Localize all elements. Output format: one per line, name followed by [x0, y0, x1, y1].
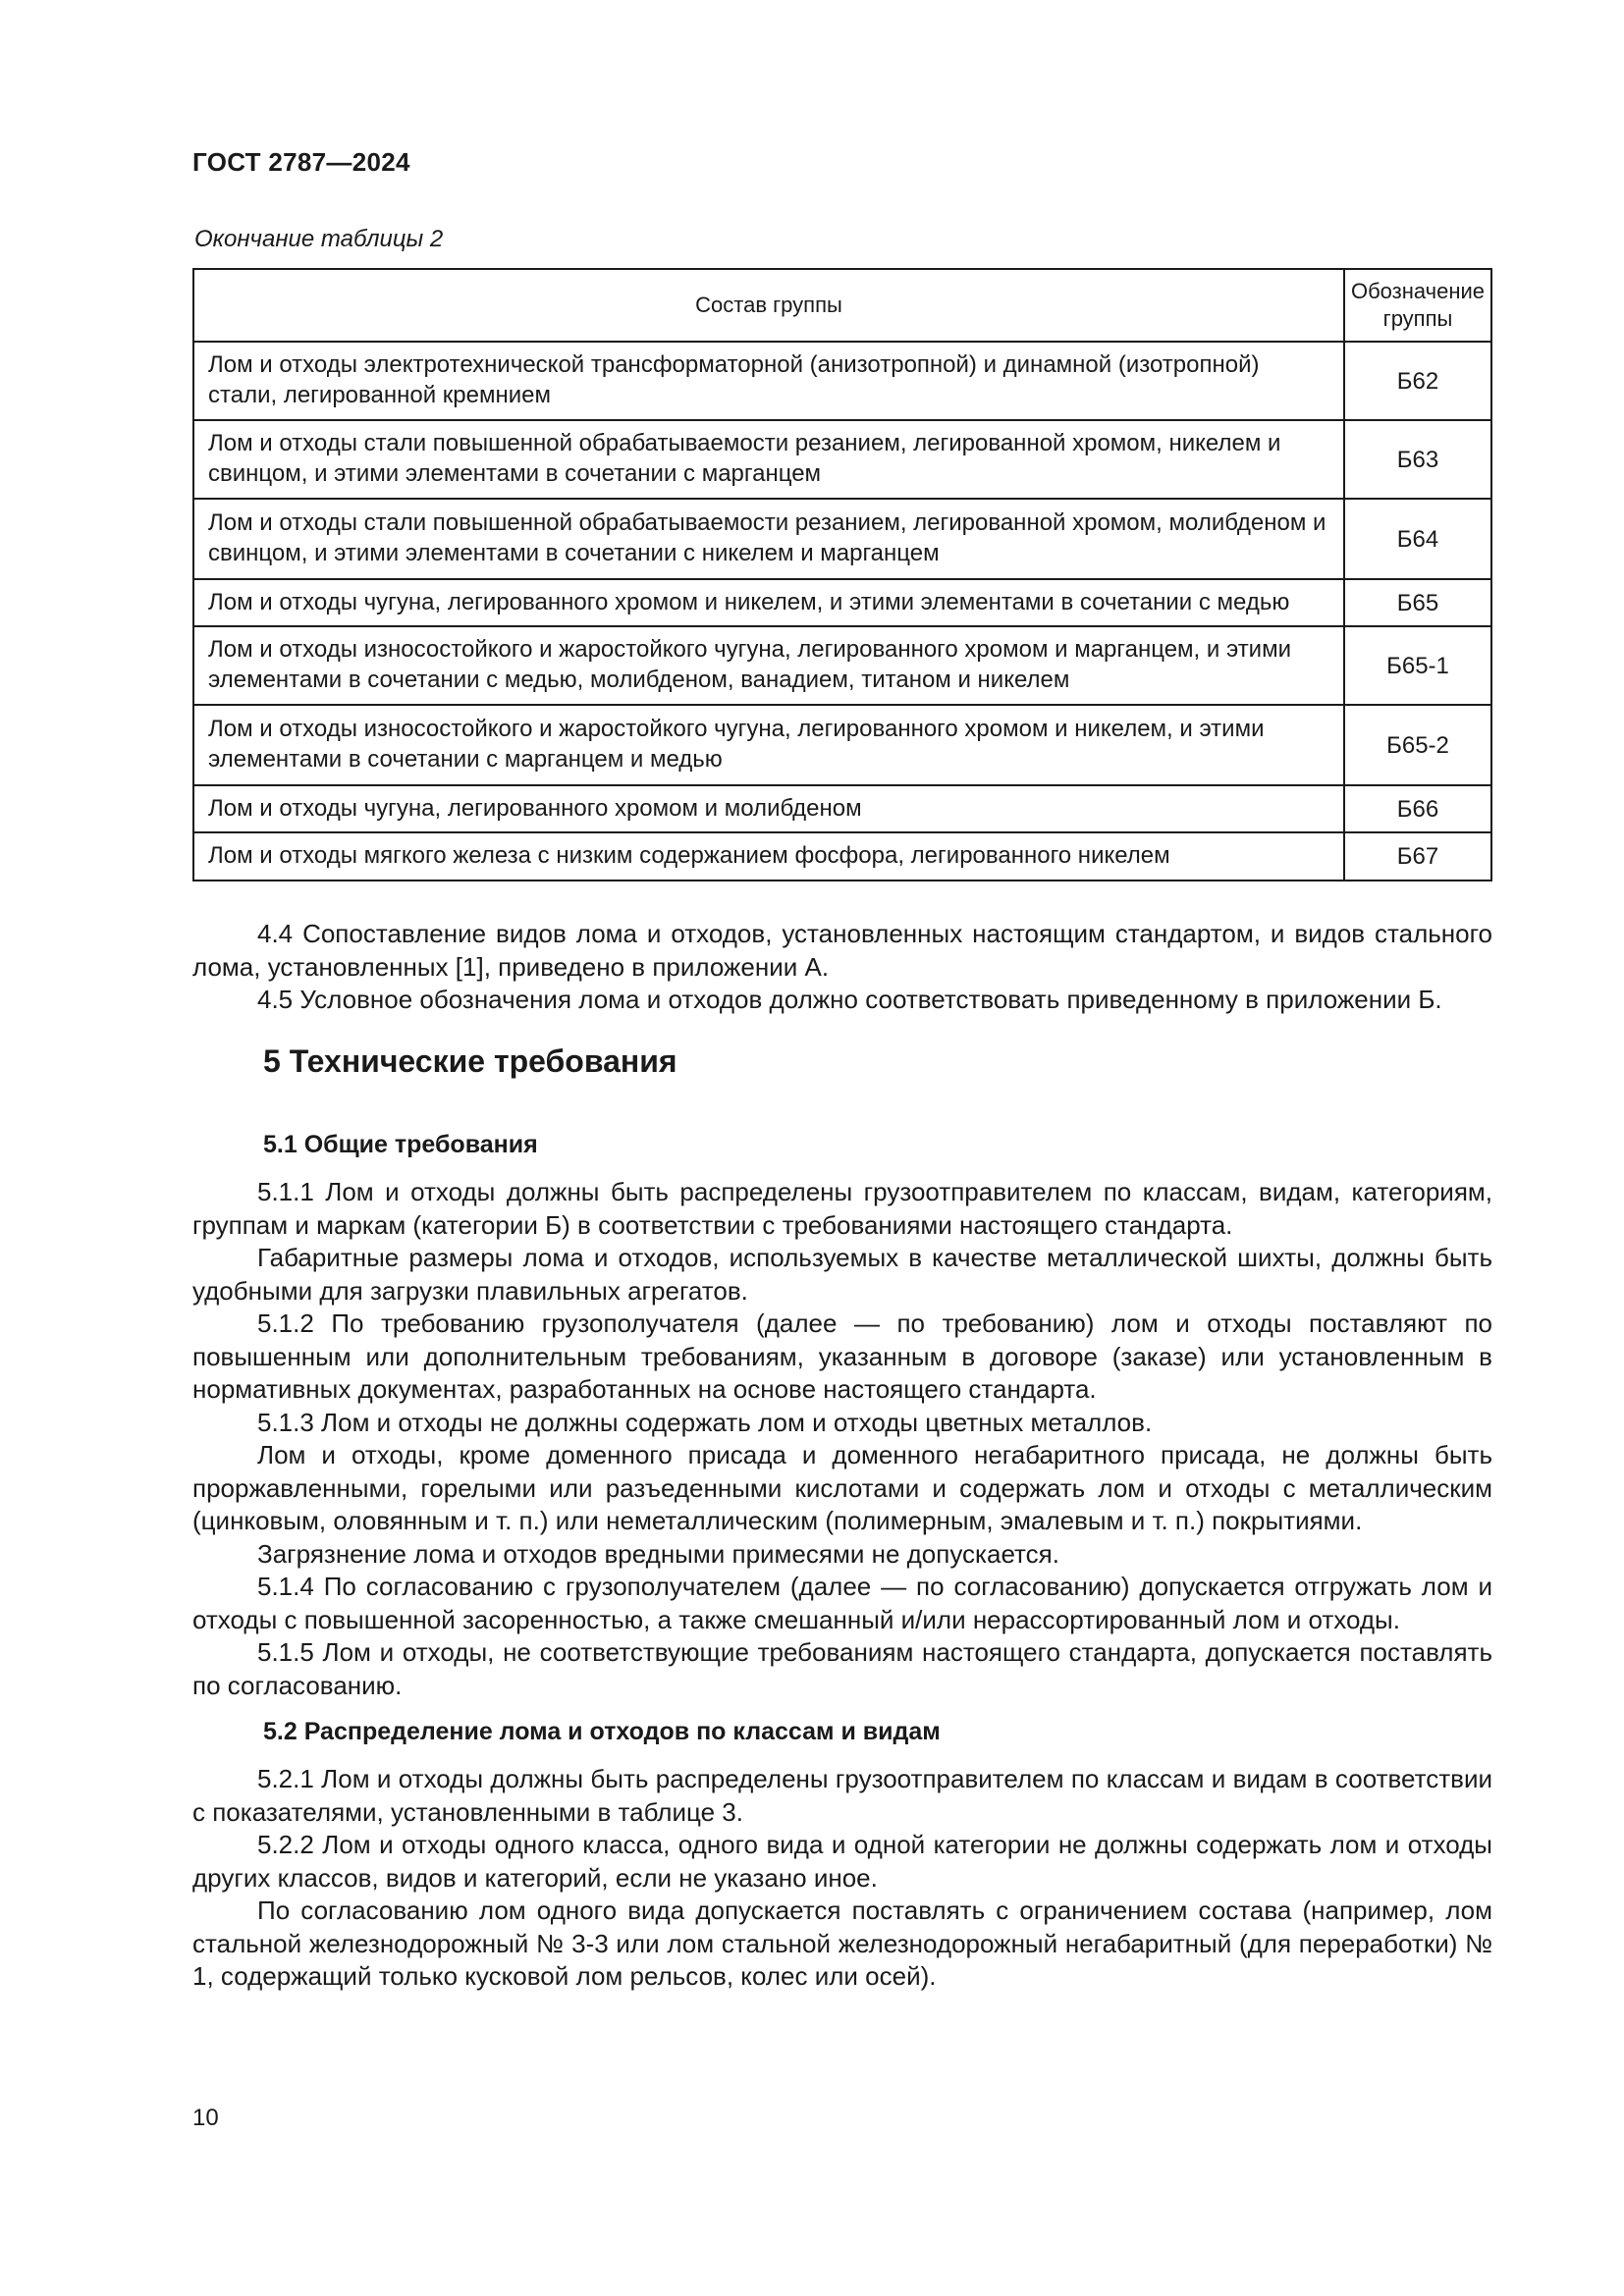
table-row: [193, 626, 1491, 705]
paragraph: 5.1.4 По согласованию с грузополучателем (далее — по согласованию) допускается отгружать лом и отходы с повышенной засоренностью, а также смешанный и/или нерассортированный лом и отходы.: [192, 1572, 1492, 1634]
row-composition: Лом и отходы электротехнической трансформаторной (анизотропной) и динамной (изотропной) стали, легированной кремнием: [193, 342, 1344, 420]
row-code: Б67: [1344, 832, 1491, 881]
subsection-5-1-title: 5.1 Общие требования: [263, 1131, 538, 1158]
paragraph: Загрязнение лома и отходов вредными примесями не допускается.: [257, 1538, 1059, 1569]
column-header-composition: Состав группы: [193, 269, 1344, 342]
paragraph: 5.2.1 Лом и отходы должны быть распределены грузоотправителем по классам и видам в соответствии с показателями, установленными в таблице 3.: [192, 1764, 1492, 1827]
table-row: [193, 705, 1491, 785]
row-composition: Лом и отходы износостойкого и жаростойкого чугуна, легированного хромом и марганцем, и этими элементами в сочетании с медью, молибденом, ванадием, титаном и никелем: [193, 626, 1344, 705]
subsection-5-2-title: 5.2 Распределение лома и отходов по классам и видам: [263, 1718, 941, 1745]
subsection-5-1-text: [192, 1176, 1492, 1702]
row-composition: Лом и отходы износостойкого и жаростойкого чугуна, легированного хромом и никелем, и этими элементами в сочетании с марганцем и медью: [193, 705, 1344, 785]
paragraph: 5.1.2 По требованию грузополучателя (далее — по требованию) лом и отходы поставляют по повышенным или дополнительным требованиям, указанным в договоре (заказе) или установленным в нормативных документах, разработанных на основе настоящего стандарта.: [192, 1308, 1492, 1404]
subsection-5-2-text: [192, 1763, 1492, 1994]
paragraph: Лом и отходы, кроме доменного присада и доменного негабаритного присада, не должны быть проржавленными, горелыми или разъеденными кислотами и содержать лом и отходы с металлическим (цинковым, оловянным и т. п.) или неметаллическим (полимерным, эмалевым и т. п.) покрытиями.: [192, 1440, 1492, 1535]
paragraph: 5.1.3 Лом и отходы не должны содержать лом и отходы цветных металлов.: [257, 1407, 1153, 1437]
row-code: Б65: [1344, 579, 1491, 626]
paragraph: 5.1.5 Лом и отходы, не соответствующие требованиям настоящего стандарта, допускается поставлять по согласованию.: [192, 1637, 1492, 1700]
table-header-row: [193, 269, 1491, 342]
paragraph: Габаритные размеры лома и отходов, используемых в качестве металлической шихты, должны быть удобными для загрузки плавильных агрегатов.: [192, 1243, 1492, 1306]
row-composition: Лом и отходы стали повышенной обрабатываемости резанием, легированной хромом, никелем и свинцом, и этими элементами в сочетании с марганцем: [193, 420, 1344, 499]
table-row: [193, 785, 1491, 832]
row-code: Б63: [1344, 420, 1491, 499]
table-row: [193, 420, 1491, 499]
table-row: [193, 342, 1491, 420]
row-composition: Лом и отходы чугуна, легированного хромом и никелем, и этими элементами в сочетании с медью: [193, 579, 1344, 626]
after-table-text: [192, 918, 1492, 1017]
table-row: [193, 832, 1491, 881]
table-row: [193, 579, 1491, 626]
page-number: 10: [192, 2105, 219, 2131]
row-code: Б66: [1344, 785, 1491, 832]
row-code: Б62: [1344, 342, 1491, 420]
paragraph: 5.1.1 Лом и отходы должны быть распределены грузоотправителем по классам, видам, категориям, группам и маркам (категории Б) в соответствии с требованиями настоящего стандарта.: [192, 1177, 1492, 1240]
paragraph-4-5: 4.5 Условное обозначения лома и отходов должно соответствовать приведенному в приложении Б.: [257, 985, 1442, 1014]
paragraph: 5.2.2 Лом и отходы одного класса, одного вида и одной категории не должны содержать лом и отходы других классов, видов и категорий, если не указано иное.: [192, 1830, 1492, 1893]
row-code: Б64: [1344, 499, 1491, 579]
table-row: [193, 499, 1491, 579]
paragraph: По согласованию лом одного вида допускается поставлять с ограничением состава (например, лом стальной железнодорожный № 3-3 или лом стальной железнодорожный негабаритный (для переработки) № 1, содержащий только кусковой лом рельсов, колес или осей).: [192, 1896, 1492, 1991]
groups-table: [192, 268, 1492, 881]
document-code: ГОСТ 2787—2024: [192, 147, 410, 177]
paragraph-4-4: 4.4 Сопоставление видов лома и отходов, установленных настоящим стандартом, и видов стального лома, установленных [1], приведено в приложении А.: [192, 919, 1492, 982]
column-header-code: Обозначение группы: [1344, 269, 1491, 342]
row-code: Б65-1: [1344, 626, 1491, 705]
row-code: Б65-2: [1344, 705, 1491, 785]
row-composition: Лом и отходы чугуна, легированного хромом и молибденом: [193, 785, 1344, 832]
table-caption: Окончание таблицы 2: [194, 226, 444, 252]
row-composition: Лом и отходы мягкого железа с низким содержанием фосфора, легированного никелем: [193, 832, 1344, 881]
row-composition: Лом и отходы стали повышенной обрабатываемости резанием, легированной хромом, молибденом и свинцом, и этими элементами в сочетании с никелем и марганцем: [193, 499, 1344, 579]
section-5-title: 5 Технические требования: [263, 1043, 677, 1079]
